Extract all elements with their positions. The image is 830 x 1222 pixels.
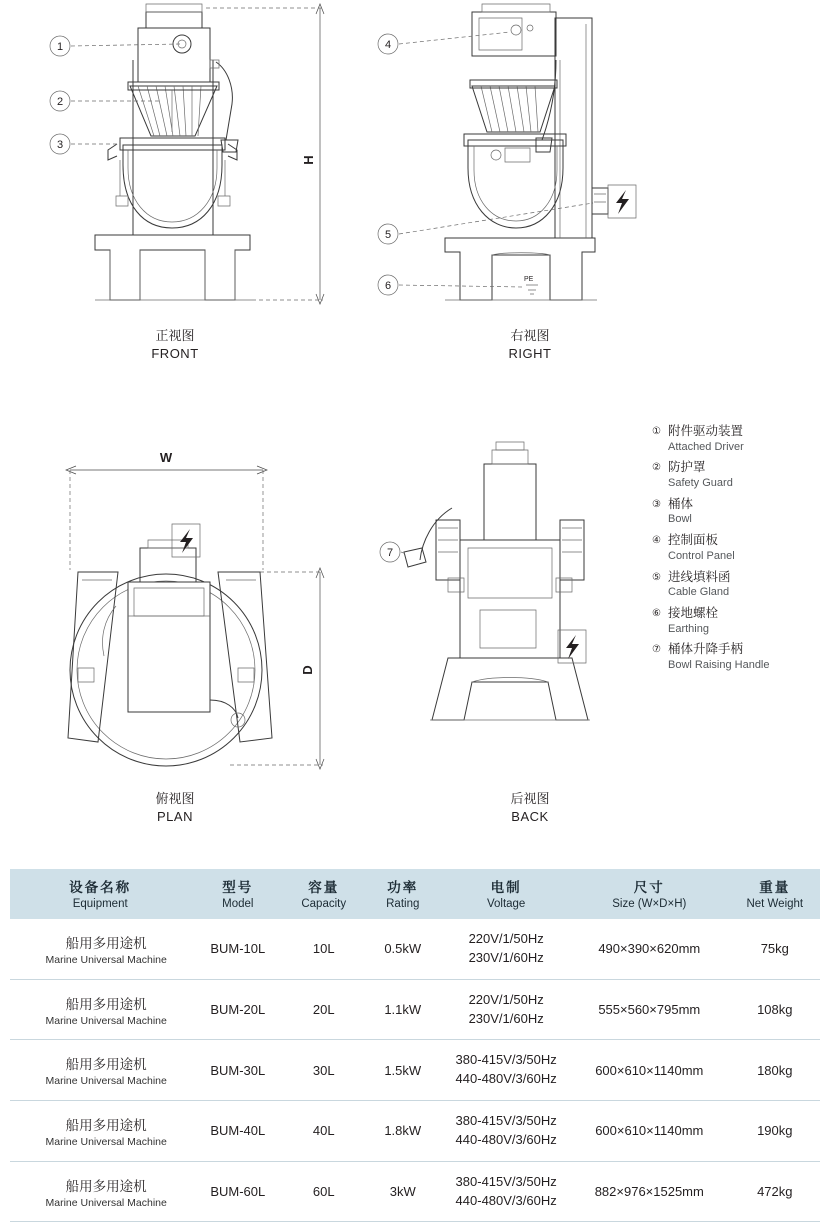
legend-label-en: Earthing (668, 622, 709, 635)
legend-label-cn: 附件驱动装置 (668, 424, 744, 438)
cell-size: 600×610×1140mm (569, 1040, 730, 1101)
right-view-drawing (350, 0, 670, 320)
cell-weight: 190kg (730, 1101, 820, 1162)
cell-voltage: 380-415V/3/50Hz 440-480V/3/60Hz (443, 1040, 569, 1101)
cell-size: 555×560×795mm (569, 979, 730, 1040)
legend-label-en: Attached Driver (668, 440, 744, 453)
cell-model: BUM-20L (190, 979, 285, 1040)
plan-view-caption: 俯视图 PLAN (155, 791, 195, 824)
callout-3: 3 (56, 139, 64, 151)
cell-rating: 3kW (362, 1161, 443, 1222)
cell-weight: 108kg (730, 979, 820, 1040)
legend-label-en: Bowl Raising Handle (668, 658, 770, 671)
cell-rating: 0.5kW (362, 919, 443, 979)
cell-weight: 75kg (730, 919, 820, 979)
callout-1: 1 (56, 41, 64, 53)
right-view-caption: 右视图 RIGHT (508, 328, 552, 361)
cell-capacity: 20L (285, 979, 362, 1040)
front-view-caption: 正视图 FRONT (151, 328, 199, 361)
front-view-drawing (20, 0, 340, 320)
table-row (10, 919, 820, 979)
cell-voltage: 380-415V/3/50Hz 440-480V/3/60Hz (443, 1161, 569, 1222)
dimension-label-h: H (301, 155, 316, 165)
table-row (10, 979, 820, 1040)
cell-model: BUM-10L (190, 919, 285, 979)
cell-voltage: 220V/1/50Hz 230V/1/60Hz (443, 979, 569, 1040)
legend-label-en: Safety Guard (668, 477, 733, 489)
table-row (10, 1040, 820, 1101)
legend-label-cn: 控制面板 (668, 533, 719, 548)
table-header-row (10, 869, 820, 919)
cell-voltage: 220V/1/50Hz 230V/1/60Hz (443, 919, 569, 979)
table-row (10, 1101, 820, 1162)
cell-equipment: 船用多用途机 Marine Universal Machine (10, 1101, 190, 1162)
cell-rating: 1.1kW (362, 979, 443, 1040)
cell-weight: 472kg (730, 1161, 820, 1222)
legend-item-4 (652, 533, 827, 563)
legend-number: ⑦ (652, 644, 661, 656)
cell-capacity: 10L (285, 919, 362, 979)
legend-number: ④ (652, 535, 661, 547)
dimension-label-d: D (300, 665, 315, 675)
cell-capacity: 30L (285, 1040, 362, 1101)
legend-number: ② (652, 462, 661, 474)
callout-5: 5 (384, 229, 392, 241)
electric-hazard-icon (608, 185, 636, 218)
column-header-size: 尺寸 Size (W×D×H) (569, 869, 730, 919)
column-header-rating: 功率 Rating (362, 869, 443, 919)
legend-item-1 (652, 424, 827, 454)
pe-mark: PE (524, 276, 534, 283)
callout-6: 6 (384, 280, 392, 292)
cell-capacity: 60L (285, 1161, 362, 1222)
legend-label-cn: 桶体 (668, 496, 694, 511)
legend-label-cn: 桶体升降手柄 (668, 642, 744, 657)
cell-size: 490×390×620mm (569, 919, 730, 979)
legend-label-cn: 防护罩 (668, 460, 706, 475)
cell-weight: 180kg (730, 1040, 820, 1101)
cell-rating: 1.5kW (362, 1040, 443, 1101)
legend-item-6 (652, 606, 827, 636)
plan-view-drawing (20, 420, 360, 790)
column-header-equipment: 设备名称 Equipment (10, 869, 190, 919)
column-header-weight: 重量 Net Weight (730, 869, 820, 919)
column-header-capacity: 容量 Capacity (285, 869, 362, 919)
legend-label-en: Bowl (668, 513, 692, 526)
cell-size: 882×976×1525mm (569, 1161, 730, 1222)
table-row (10, 1161, 820, 1222)
cell-equipment: 船用多用途机 Marine Universal Machine (10, 1040, 190, 1101)
legend-label-en: Control Panel (668, 549, 735, 562)
legend-item-2 (652, 460, 827, 490)
cell-model: BUM-60L (190, 1161, 285, 1222)
legend-item-7 (652, 642, 827, 672)
cell-size: 600×610×1140mm (569, 1101, 730, 1162)
legend-number: ⑥ (652, 607, 661, 619)
column-header-voltage: 电制 Voltage (443, 869, 569, 919)
back-view-caption: 后视图 BACK (510, 791, 550, 824)
callout-7: 7 (386, 547, 394, 559)
back-view-drawing (360, 420, 650, 790)
dimension-label-w: W (159, 450, 173, 465)
legend-number: ⑤ (652, 571, 661, 583)
cell-model: BUM-30L (190, 1040, 285, 1101)
cell-equipment: 船用多用途机 Marine Universal Machine (10, 1161, 190, 1222)
legend-number: ① (652, 426, 661, 437)
legend-label-en: Cable Gland (668, 586, 730, 599)
legend-label-cn: 接地螺栓 (668, 605, 719, 620)
cell-voltage: 380-415V/3/50Hz 440-480V/3/60Hz (443, 1101, 569, 1162)
legend-label-cn: 进线填料函 (668, 569, 731, 584)
callout-2: 2 (56, 96, 64, 108)
cell-model: BUM-40L (190, 1101, 285, 1162)
legend-number: ③ (652, 498, 661, 510)
callout-4: 4 (384, 39, 392, 51)
column-header-model: 型号 Model (190, 869, 285, 919)
cell-rating: 1.8kW (362, 1101, 443, 1162)
parts-legend (652, 424, 827, 679)
cell-capacity: 40L (285, 1101, 362, 1162)
cell-equipment: 船用多用途机 Marine Universal Machine (10, 979, 190, 1040)
specification-table (10, 869, 820, 1222)
cell-equipment: 船用多用途机 Marine Universal Machine (10, 919, 190, 979)
legend-item-3 (652, 497, 827, 527)
legend-item-5 (652, 570, 827, 600)
